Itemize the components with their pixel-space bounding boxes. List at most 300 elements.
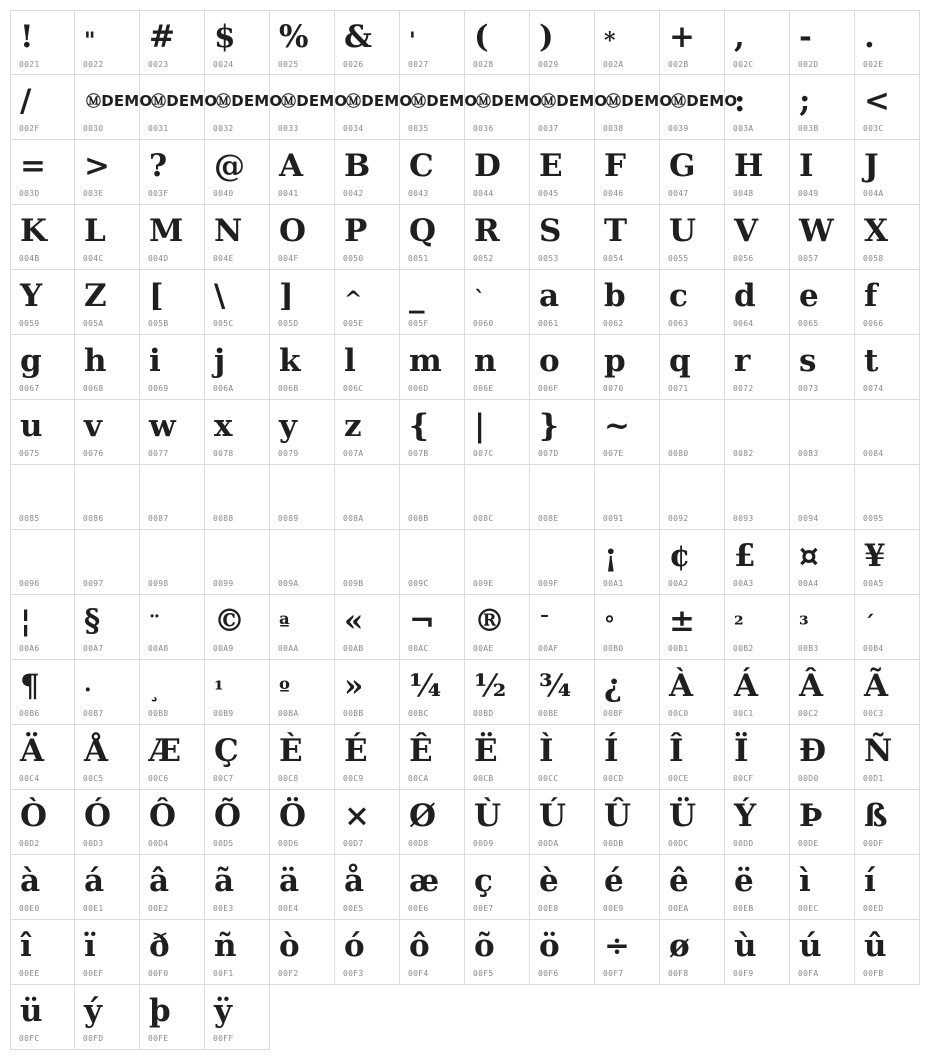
glyph-code: 0057 bbox=[798, 254, 819, 263]
glyph-cell bbox=[140, 335, 205, 400]
glyph-cell bbox=[140, 465, 205, 530]
glyph-char: ¬ bbox=[409, 603, 435, 639]
glyph-code: 0032 bbox=[213, 124, 234, 133]
glyph-char: ø bbox=[669, 928, 690, 964]
glyph-code: 0037 bbox=[538, 124, 559, 133]
glyph-code: 00EE bbox=[19, 969, 40, 978]
glyph-code: 0078 bbox=[213, 449, 234, 458]
glyph-char: á bbox=[84, 863, 105, 899]
glyph-cell bbox=[660, 270, 725, 335]
glyph-char: Ð bbox=[799, 733, 827, 769]
glyph-cell bbox=[660, 10, 725, 75]
glyph-code: 00D7 bbox=[343, 839, 364, 848]
glyph-code: 00A2 bbox=[668, 579, 689, 588]
glyph-cell bbox=[465, 140, 530, 205]
glyph-char: ö bbox=[539, 928, 560, 964]
glyph-char: ¾ bbox=[539, 668, 572, 704]
glyph-code: 00DC bbox=[668, 839, 689, 848]
glyph-char: â bbox=[149, 863, 170, 899]
glyph-char: ã bbox=[214, 863, 235, 899]
glyph-char: Ý bbox=[734, 798, 757, 834]
glyph-char: v bbox=[84, 408, 103, 444]
glyph-code: 00CD bbox=[603, 774, 624, 783]
glyph-code: 0093 bbox=[733, 514, 754, 523]
glyph-code: 00D1 bbox=[863, 774, 884, 783]
glyph-code: 008E bbox=[538, 514, 559, 523]
glyph-char: t bbox=[864, 343, 879, 379]
glyph-code: 0043 bbox=[408, 189, 429, 198]
glyph-cell bbox=[595, 465, 660, 530]
glyph-char: \ bbox=[214, 278, 226, 314]
glyph-char: A bbox=[279, 148, 304, 184]
glyph-cell bbox=[75, 530, 140, 595]
glyph-char: ä bbox=[279, 863, 300, 899]
glyph-char: = bbox=[20, 148, 46, 184]
glyph-cell bbox=[595, 205, 660, 270]
glyph-char: M bbox=[149, 213, 184, 249]
glyph-code: 0067 bbox=[19, 384, 40, 393]
glyph-char: @ bbox=[214, 148, 245, 184]
glyph-cell bbox=[855, 855, 920, 920]
glyph-code: 006F bbox=[538, 384, 559, 393]
glyph-cell bbox=[140, 140, 205, 205]
glyph-code: 009A bbox=[278, 579, 299, 588]
glyph-cell bbox=[400, 855, 465, 920]
glyph-char: ß bbox=[864, 798, 888, 834]
glyph-char: § bbox=[84, 603, 101, 639]
glyph-cell bbox=[75, 400, 140, 465]
glyph-cell bbox=[790, 465, 855, 530]
glyph-cell bbox=[205, 530, 270, 595]
glyph-code: 00AC bbox=[408, 644, 429, 653]
glyph-char: Ë bbox=[474, 733, 498, 769]
glyph-cell bbox=[790, 660, 855, 725]
glyph-code: 0024 bbox=[213, 60, 234, 69]
glyph-char: ? bbox=[149, 148, 168, 184]
glyph-code: 00FF bbox=[213, 1034, 234, 1043]
glyph-char: : bbox=[734, 83, 746, 119]
glyph-code: 008A bbox=[343, 514, 364, 523]
glyph-char: " bbox=[84, 28, 96, 54]
glyph-code: 0086 bbox=[83, 514, 104, 523]
glyph-cell bbox=[10, 270, 75, 335]
glyph-char: m bbox=[409, 343, 442, 379]
glyph-cell bbox=[75, 595, 140, 660]
glyph-cell bbox=[465, 530, 530, 595]
glyph-cell bbox=[205, 75, 283, 140]
glyph-cell bbox=[270, 595, 335, 660]
glyph-char: í bbox=[864, 863, 876, 899]
glyph-cell bbox=[270, 140, 335, 205]
glyph-cell bbox=[270, 920, 335, 985]
glyph-cell bbox=[140, 205, 205, 270]
glyph-char: ú bbox=[799, 928, 822, 964]
glyph-cell bbox=[855, 205, 920, 270]
glyph-cell bbox=[335, 855, 400, 920]
glyph-char: é bbox=[604, 863, 624, 899]
glyph-cell bbox=[335, 465, 400, 530]
glyph-cell bbox=[75, 465, 140, 530]
glyph-cell bbox=[10, 10, 75, 75]
glyph-cell bbox=[660, 725, 725, 790]
glyph-char: Å bbox=[84, 733, 109, 769]
glyph-cell bbox=[140, 10, 205, 75]
glyph-cell bbox=[10, 985, 75, 1050]
glyph-cell bbox=[725, 400, 790, 465]
glyph-code: 00A1 bbox=[603, 579, 624, 588]
glyph-cell bbox=[595, 335, 660, 400]
glyph-char: æ bbox=[409, 863, 440, 899]
glyph-cell bbox=[75, 335, 140, 400]
glyph-code: 00F5 bbox=[473, 969, 494, 978]
glyph-cell bbox=[855, 465, 920, 530]
glyph-char: ⓂDEMO bbox=[216, 92, 283, 110]
glyph-cell bbox=[465, 920, 530, 985]
glyph-char: ¡ bbox=[604, 538, 618, 574]
glyph-cell bbox=[790, 530, 855, 595]
glyph-code: 0085 bbox=[19, 514, 40, 523]
glyph-code: 003F bbox=[148, 189, 169, 198]
glyph-char: ÿ bbox=[214, 993, 233, 1029]
glyph-cell bbox=[205, 985, 270, 1050]
glyph-cell bbox=[335, 75, 413, 140]
glyph-cell bbox=[595, 725, 660, 790]
glyph-cell bbox=[140, 985, 205, 1050]
glyph-cell bbox=[595, 270, 660, 335]
glyph-cell bbox=[530, 855, 595, 920]
glyph-code: 007A bbox=[343, 449, 364, 458]
glyph-code: 00B9 bbox=[213, 709, 234, 718]
glyph-char: o bbox=[539, 343, 560, 379]
glyph-char: ¥ bbox=[864, 538, 886, 574]
glyph-char: Ó bbox=[84, 798, 112, 834]
glyph-code: 0039 bbox=[668, 124, 689, 133]
glyph-cell bbox=[270, 75, 348, 140]
glyph-code: 00CE bbox=[668, 774, 689, 783]
glyph-cell bbox=[400, 140, 465, 205]
glyph-code: 005B bbox=[148, 319, 169, 328]
glyph-char: s bbox=[799, 343, 817, 379]
glyph-cell bbox=[595, 855, 660, 920]
glyph-cell bbox=[75, 725, 140, 790]
glyph-char: X bbox=[864, 213, 889, 249]
glyph-cell bbox=[595, 530, 660, 595]
glyph-code: 00BE bbox=[538, 709, 559, 718]
glyph-char: % bbox=[279, 19, 309, 55]
glyph-cell bbox=[335, 660, 400, 725]
glyph-code: 003E bbox=[83, 189, 104, 198]
glyph-char: + bbox=[669, 19, 695, 55]
glyph-cell bbox=[335, 400, 400, 465]
glyph-code: 00EF bbox=[83, 969, 104, 978]
glyph-cell bbox=[10, 140, 75, 205]
glyph-cell bbox=[10, 725, 75, 790]
glyph-char: ' bbox=[409, 28, 416, 54]
glyph-code: 0063 bbox=[668, 319, 689, 328]
glyph-code: 00A3 bbox=[733, 579, 754, 588]
glyph-code: 0055 bbox=[668, 254, 689, 263]
glyph-cell bbox=[530, 140, 595, 205]
glyph-cell bbox=[140, 400, 205, 465]
glyph-cell bbox=[335, 10, 400, 75]
glyph-cell bbox=[660, 595, 725, 660]
glyph-code: 0031 bbox=[148, 124, 169, 133]
glyph-code: 0066 bbox=[863, 319, 884, 328]
glyph-char: e bbox=[799, 278, 819, 314]
glyph-code: 00BF bbox=[603, 709, 624, 718]
glyph-code: 00D3 bbox=[83, 839, 104, 848]
glyph-cell bbox=[140, 855, 205, 920]
glyph-char: £ bbox=[734, 538, 756, 574]
glyph-char: g bbox=[20, 343, 42, 379]
glyph-cell bbox=[205, 725, 270, 790]
glyph-char: ~ bbox=[604, 408, 630, 444]
glyph-code: 002C bbox=[733, 60, 754, 69]
glyph-code: 00AE bbox=[473, 644, 494, 653]
glyph-char: « bbox=[344, 603, 364, 639]
glyph-cell bbox=[465, 725, 530, 790]
glyph-code: 005F bbox=[408, 319, 429, 328]
glyph-cell bbox=[530, 790, 595, 855]
glyph-cell bbox=[270, 855, 335, 920]
glyph-code: 00D6 bbox=[278, 839, 299, 848]
glyph-char: < bbox=[864, 83, 890, 119]
glyph-char: d bbox=[734, 278, 756, 314]
glyph-char: z bbox=[344, 408, 362, 444]
glyph-cell bbox=[595, 790, 660, 855]
glyph-char: E bbox=[539, 148, 563, 184]
glyph-char: } bbox=[539, 408, 559, 444]
glyph-char: S bbox=[539, 213, 562, 249]
glyph-code: 00C8 bbox=[278, 774, 299, 783]
glyph-code: 00B7 bbox=[83, 709, 104, 718]
glyph-code: 0033 bbox=[278, 124, 299, 133]
glyph-code: 0054 bbox=[603, 254, 624, 263]
glyph-char: ⓂDEMO bbox=[151, 92, 218, 110]
glyph-cell bbox=[790, 920, 855, 985]
glyph-char: ³ bbox=[799, 612, 809, 638]
glyph-char: ⓂDEMO bbox=[541, 92, 608, 110]
glyph-code: 0073 bbox=[798, 384, 819, 393]
glyph-code: 00ED bbox=[863, 904, 884, 913]
glyph-code: 004A bbox=[863, 189, 884, 198]
glyph-code: 0074 bbox=[863, 384, 884, 393]
glyph-cell bbox=[855, 530, 920, 595]
glyph-char: C bbox=[409, 148, 434, 184]
glyph-code: 006A bbox=[213, 384, 234, 393]
glyph-code: 006D bbox=[408, 384, 429, 393]
glyph-char: È bbox=[279, 733, 303, 769]
glyph-code: 00E5 bbox=[343, 904, 364, 913]
glyph-char: ⓂDEMO bbox=[606, 92, 673, 110]
glyph-code: 0030 bbox=[83, 124, 104, 133]
glyph-char: Â bbox=[799, 668, 824, 704]
glyph-code: 00BC bbox=[408, 709, 429, 718]
glyph-char: q bbox=[669, 343, 691, 379]
glyph-char: i bbox=[149, 343, 161, 379]
glyph-code: 00F1 bbox=[213, 969, 234, 978]
glyph-cell bbox=[75, 920, 140, 985]
glyph-cell bbox=[400, 10, 465, 75]
glyph-char: ¸ bbox=[149, 677, 160, 703]
glyph-code: 0068 bbox=[83, 384, 104, 393]
glyph-code: 0083 bbox=[798, 449, 819, 458]
glyph-cell bbox=[530, 205, 595, 270]
glyph-code: 007E bbox=[603, 449, 624, 458]
glyph-char: Ã bbox=[864, 668, 889, 704]
glyph-code: 00DD bbox=[733, 839, 754, 848]
glyph-cell bbox=[855, 140, 920, 205]
glyph-code: 00B2 bbox=[733, 644, 754, 653]
glyph-char: þ bbox=[149, 993, 171, 1029]
glyph-code: 0069 bbox=[148, 384, 169, 393]
glyph-char: y bbox=[279, 408, 298, 444]
glyph-code: 003A bbox=[733, 124, 754, 133]
glyph-code: 00F9 bbox=[733, 969, 754, 978]
glyph-char: É bbox=[344, 733, 368, 769]
glyph-code: 0038 bbox=[603, 124, 624, 133]
glyph-cell bbox=[400, 920, 465, 985]
glyph-char: ó bbox=[344, 928, 365, 964]
glyph-char: û bbox=[864, 928, 887, 964]
glyph-char: b bbox=[604, 278, 626, 314]
glyph-char: ⓂDEMO bbox=[346, 92, 413, 110]
glyph-char: ô bbox=[409, 928, 430, 964]
glyph-code: 00F6 bbox=[538, 969, 559, 978]
glyph-code: 005C bbox=[213, 319, 234, 328]
glyph-char: D bbox=[474, 148, 501, 184]
glyph-char: » bbox=[344, 668, 364, 704]
glyph-char: ª bbox=[279, 612, 290, 638]
glyph-cell bbox=[205, 855, 270, 920]
glyph-code: 003C bbox=[863, 124, 884, 133]
glyph-char: L bbox=[84, 213, 106, 249]
glyph-code: 00DF bbox=[863, 839, 884, 848]
glyph-cell bbox=[855, 790, 920, 855]
glyph-cell bbox=[530, 400, 595, 465]
glyph-code: 002E bbox=[863, 60, 884, 69]
glyph-code: 004C bbox=[83, 254, 104, 263]
glyph-cell bbox=[335, 595, 400, 660]
glyph-cell bbox=[790, 595, 855, 660]
glyph-cell bbox=[140, 725, 205, 790]
glyph-cell bbox=[725, 205, 790, 270]
glyph-code: 005D bbox=[278, 319, 299, 328]
glyph-cell bbox=[75, 985, 140, 1050]
glyph-cell bbox=[140, 790, 205, 855]
glyph-cell bbox=[465, 10, 530, 75]
glyph-char: . bbox=[864, 19, 875, 55]
glyph-char: $ bbox=[214, 19, 236, 55]
glyph-cell bbox=[595, 660, 660, 725]
glyph-code: 00E9 bbox=[603, 904, 624, 913]
glyph-grid bbox=[10, 10, 920, 1050]
glyph-cell bbox=[855, 400, 920, 465]
glyph-cell bbox=[530, 530, 595, 595]
glyph-cell bbox=[725, 335, 790, 400]
glyph-code: 00E6 bbox=[408, 904, 429, 913]
glyph-code: 0036 bbox=[473, 124, 494, 133]
glyph-char: a bbox=[539, 278, 560, 314]
glyph-char: Ä bbox=[20, 733, 45, 769]
glyph-code: 00EB bbox=[733, 904, 754, 913]
glyph-cell bbox=[790, 140, 855, 205]
glyph-code: 005A bbox=[83, 319, 104, 328]
glyph-cell bbox=[855, 660, 920, 725]
glyph-code: 0021 bbox=[19, 60, 40, 69]
glyph-char: ü bbox=[20, 993, 43, 1029]
glyph-code: 0059 bbox=[19, 319, 40, 328]
glyph-cell bbox=[725, 465, 790, 530]
glyph-char: * bbox=[604, 28, 616, 54]
glyph-code: 009F bbox=[538, 579, 559, 588]
glyph-cell bbox=[205, 205, 270, 270]
glyph-cell bbox=[660, 335, 725, 400]
glyph-char: Õ bbox=[214, 798, 242, 834]
glyph-char: h bbox=[84, 343, 107, 379]
glyph-cell bbox=[205, 465, 270, 530]
glyph-char: ë bbox=[734, 863, 754, 899]
glyph-cell bbox=[465, 270, 530, 335]
glyph-char: Ö bbox=[279, 798, 307, 834]
glyph-code: 0023 bbox=[148, 60, 169, 69]
glyph-cell bbox=[725, 10, 790, 75]
glyph-code: 0077 bbox=[148, 449, 169, 458]
glyph-char: , bbox=[734, 19, 745, 55]
glyph-cell bbox=[400, 75, 478, 140]
glyph-char: # bbox=[149, 19, 175, 55]
glyph-char: I bbox=[799, 148, 814, 184]
glyph-char: Û bbox=[604, 798, 632, 834]
glyph-cell bbox=[10, 335, 75, 400]
glyph-cell bbox=[660, 205, 725, 270]
glyph-cell bbox=[140, 530, 205, 595]
glyph-code: 0084 bbox=[863, 449, 884, 458]
glyph-code: 0096 bbox=[19, 579, 40, 588]
glyph-cell bbox=[270, 790, 335, 855]
glyph-cell bbox=[465, 465, 530, 530]
glyph-code: 00B1 bbox=[668, 644, 689, 653]
glyph-code: 00D2 bbox=[19, 839, 40, 848]
glyph-cell bbox=[335, 920, 400, 985]
glyph-code: 00F0 bbox=[148, 969, 169, 978]
glyph-char: Ø bbox=[409, 798, 437, 834]
glyph-code: 00D0 bbox=[798, 774, 819, 783]
glyph-code: 0072 bbox=[733, 384, 754, 393]
glyph-cell bbox=[790, 790, 855, 855]
glyph-code: 0029 bbox=[538, 60, 559, 69]
glyph-cell bbox=[790, 335, 855, 400]
glyph-char: U bbox=[669, 213, 697, 249]
glyph-char: u bbox=[20, 408, 43, 444]
glyph-cell bbox=[660, 855, 725, 920]
glyph-char: à bbox=[20, 863, 41, 899]
glyph-code: 00AB bbox=[343, 644, 364, 653]
glyph-code: 0040 bbox=[213, 189, 234, 198]
glyph-char: Z bbox=[84, 278, 107, 314]
glyph-code: 0050 bbox=[343, 254, 364, 263]
glyph-code: 004F bbox=[278, 254, 299, 263]
glyph-cell bbox=[10, 855, 75, 920]
glyph-code: 0080 bbox=[668, 449, 689, 458]
glyph-cell bbox=[205, 10, 270, 75]
glyph-char: p bbox=[604, 343, 626, 379]
glyph-char: Ú bbox=[539, 798, 567, 834]
glyph-cell bbox=[530, 920, 595, 985]
glyph-char: ) bbox=[539, 19, 554, 55]
glyph-char: | bbox=[474, 408, 486, 444]
glyph-cell bbox=[530, 335, 595, 400]
